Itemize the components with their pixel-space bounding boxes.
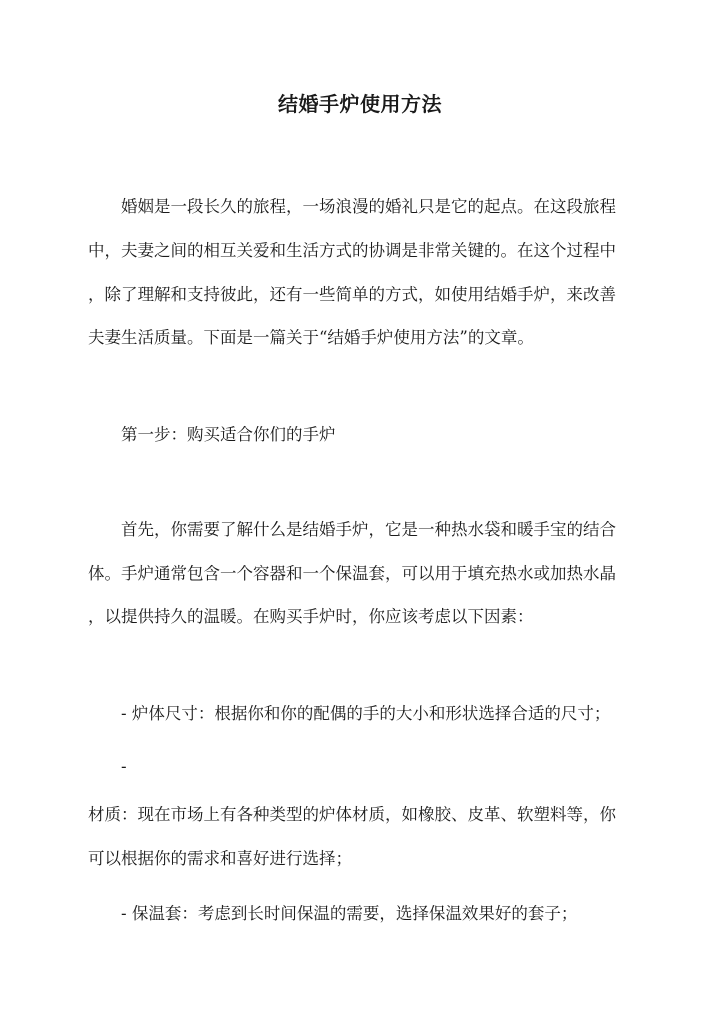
material-line-2: 可以根据你的需求和喜好进行选择；	[88, 849, 352, 868]
intro-line-2: 中，夫妻之间的相互关爱和生活方式的协调是非常关键的。在这个过程中	[88, 241, 616, 260]
bullet-cover: - 保温套：考虑到长时间保温的需要，选择保温效果好的套子；	[121, 904, 578, 923]
intro-line-3: ，除了理解和支持彼此，还有一些简单的方式，如使用结婚手炉，来改善	[88, 285, 616, 304]
step1-line-2: 体。手炉通常包含一个容器和一个保温套，可以用于填充热水或加热水晶	[88, 564, 616, 583]
bullet-size: - 炉体尺寸：根据你和你的配偶的手的大小和形状选择合适的尺寸；	[121, 704, 611, 723]
intro-line-4: 夫妻生活质量。下面是一篇关于“结婚手炉使用方法”的文章。	[88, 328, 534, 347]
material-line-1: 材质：现在市场上有各种类型的炉体材质，如橡胶、皮革、软塑料等，你	[88, 805, 616, 824]
document-title: 结婚手炉使用方法	[278, 92, 442, 116]
intro-line-1: 婚姻是一段长久的旅程，一场浪漫的婚礼只是它的起点。在这段旅程	[121, 197, 616, 216]
step1-heading: 第一步：购买适合你们的手炉	[121, 425, 336, 444]
step1-line-3: ，以提供持久的温暖。在购买手炉时，你应该考虑以下因素：	[88, 607, 534, 626]
step1-line-1: 首先，你需要了解什么是结婚手炉，它是一种热水袋和暖手宝的结合	[121, 520, 616, 539]
bullet-dash: -	[121, 757, 127, 776]
